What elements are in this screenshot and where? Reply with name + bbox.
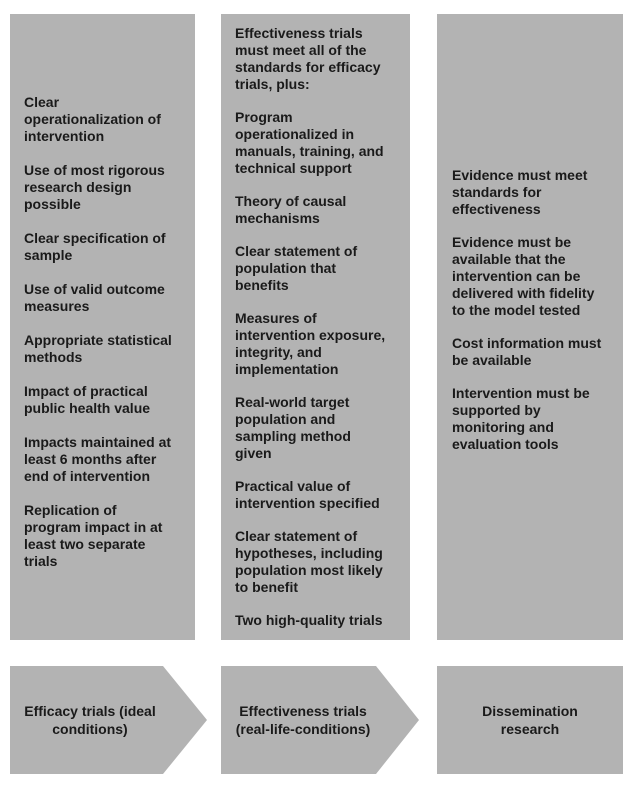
efficacy-standards-box xyxy=(10,14,195,640)
dissemination-research-box xyxy=(437,666,623,774)
efficacy-standard-item: Replication of program impact in at least two separate trials xyxy=(24,502,163,569)
effectiveness-standard-item: Practical value of intervention specified xyxy=(235,478,380,511)
dissemination-standard-item: Evidence must meet standards for effectiveness xyxy=(452,167,588,217)
efficacy-trials-arrow xyxy=(10,666,207,774)
effectiveness-standard-item: Theory of causal mechanisms xyxy=(235,193,347,226)
efficacy-standard-item: Impacts maintained at least 6 months after end of intervention xyxy=(24,434,172,484)
effectiveness-standard-item: Real-world target population and sampling method given xyxy=(235,394,351,461)
dissemination-standard-item: Intervention must be supported by monitoring and evaluation tools xyxy=(452,385,590,452)
effectiveness-trials-label: Effectiveness trials (real-life-conditions) xyxy=(235,703,371,737)
dissemination-standard-item: Evidence must be available that the intervention can be delivered with fidelity to the model tested xyxy=(452,234,595,318)
effectiveness-standard-item: Measures of intervention exposure, integrity, and implementation xyxy=(235,310,386,377)
efficacy-standard-item: Clear operationalization of intervention xyxy=(24,94,161,144)
efficacy-standard-item: Use of most rigorous research design possible xyxy=(24,162,165,212)
effectiveness-standards-box xyxy=(221,14,410,640)
efficacy-standard-item: Use of valid outcome measures xyxy=(24,281,165,314)
effectiveness-standard-item: Effectiveness trials must meet all of the standards for efficacy trials, plus: xyxy=(235,25,381,92)
efficacy-standard-item: Clear specification of sample xyxy=(24,230,166,263)
dissemination-standard-item: Cost information must be available xyxy=(452,335,602,368)
effectiveness-standard-item: Program operationalized in manuals, training, and technical support xyxy=(235,109,384,176)
efficacy-standard-item: Appropriate statistical methods xyxy=(24,332,172,365)
effectiveness-standard-item: Clear statement of population that benefits xyxy=(235,243,358,293)
effectiveness-standard-item: Clear statement of hypotheses, including population most likely to benefit xyxy=(235,528,383,595)
effectiveness-standard-item: Two high-quality trials xyxy=(235,612,383,628)
efficacy-trials-label: Efficacy trials (ideal conditions) xyxy=(24,703,156,737)
efficacy-standard-item: Impact of practical public health value xyxy=(24,383,151,416)
effectiveness-trials-arrow xyxy=(221,666,419,774)
dissemination-research-label: Dissemination research xyxy=(482,703,578,737)
dissemination-standards-box xyxy=(437,14,623,640)
